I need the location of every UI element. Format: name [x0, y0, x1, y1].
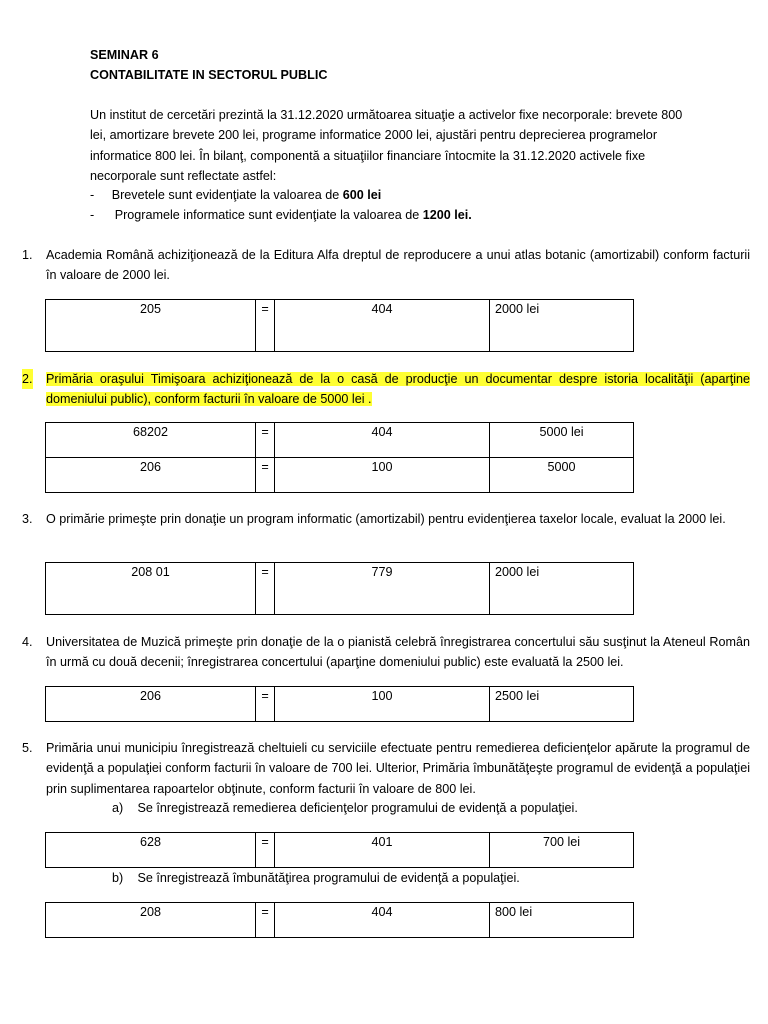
equals-sign: =	[256, 563, 275, 615]
course-subtitle: CONTABILITATE IN SECTORUL PUBLIC	[90, 68, 328, 82]
item-number: 3.	[22, 512, 33, 526]
bullet-dash: -	[90, 188, 95, 202]
intro-bullet	[90, 205, 472, 225]
debit-account: 208 01	[46, 563, 256, 615]
table-row	[46, 300, 634, 352]
equals-sign: =	[256, 687, 275, 722]
table-row	[46, 563, 634, 615]
amount: 2000 lei	[490, 563, 634, 615]
item-text: Primăria unui municipiu înregistrează cheltuieli cu serviciile efectuate pentru remedierea deficienţelor apărute la programul de evidenţă a populaţiei conform facturii în valoare de 700 lei. Ulterior, Primăria îmbunătăţeşte programul de evidenţă a populaţiei prin suplimentarea rapoartelor obţinute, conform facturii în valoare de 800 lei.	[46, 741, 750, 796]
item-number: 1.	[22, 248, 33, 262]
journal-entry-table	[45, 686, 634, 722]
exercise-item-1	[22, 245, 750, 287]
subitem-label: b)	[112, 871, 124, 885]
subitem-text: Se înregistrează remedierea deficienţelor programului de evidenţă a populaţiei.	[137, 801, 578, 815]
equals-sign: =	[256, 903, 275, 938]
debit-account: 206	[46, 458, 256, 493]
debit-account: 628	[46, 833, 256, 868]
credit-account: 779	[275, 563, 490, 615]
amount: 5000 lei	[490, 423, 634, 458]
exercise-item-5	[22, 738, 750, 800]
debit-account: 68202	[46, 423, 256, 458]
debit-account: 206	[46, 687, 256, 722]
journal-entry-table	[45, 422, 634, 493]
table-row	[46, 423, 634, 458]
item-text: Primăria oraşului Timişoara achiziţionează de la o casă de producţie un documentar despre istoria localităţii (aparţine domeniului public), conform facturii în valoare de 5000 lei .	[46, 372, 750, 407]
debit-account: 205	[46, 300, 256, 352]
exercise-item-2	[22, 369, 750, 411]
subitem-b	[112, 868, 520, 888]
exercise-item-4	[22, 632, 750, 674]
intro-paragraph: Un institut de cercetări prezintă la 31.12.2020 următoarea situaţie a activelor fixe necorporale: brevete 800 lei, amortizare brevete 200 lei, programe informatice 2000 lei, ajustări pentru deprecierea programelor informatice 800 lei. În bilanţ, componentă a situaţiilor financiare întocmite la 31.12.2020 activele fixe necorporale sunt reflectate astfel:	[90, 108, 683, 183]
table-row	[46, 833, 634, 868]
subitem-label: a)	[112, 801, 124, 815]
exercise-item-3	[22, 509, 750, 551]
equals-sign: =	[256, 458, 275, 493]
item-number: 4.	[22, 635, 33, 649]
credit-account: 404	[275, 423, 490, 458]
item-text: Academia Română achiziţionează de la Editura Alfa dreptul de reproducere a unui atlas botanic (amortizabil) conform facturii în valoare de 2000 lei.	[46, 248, 750, 283]
equals-sign: =	[256, 423, 275, 458]
journal-entry-table	[45, 902, 634, 938]
table-row	[46, 458, 634, 493]
item-number: 5.	[22, 741, 33, 755]
journal-entry-table	[45, 832, 634, 868]
table-row	[46, 903, 634, 938]
bullet-value: 600 lei	[342, 188, 382, 202]
amount: 700 lei	[490, 833, 634, 868]
journal-entry-table	[45, 562, 634, 615]
table-row	[46, 687, 634, 722]
amount: 800 lei	[490, 903, 634, 938]
item-text: O primărie primeşte prin donaţie un program informatic (amortizabil) pentru evidenţierea taxelor locale, evaluat la 2000 lei.	[46, 512, 726, 526]
subitem-text: Se înregistrează îmbunătăţirea programului de evidenţă a populaţiei.	[137, 871, 520, 885]
item-text: Universitatea de Muzică primeşte prin donaţie de la o pianistă celebră înregistrarea concertului său susţinut la Ateneul Român în urmă cu două decenii; înregistrarea concertului (aparţine domeniului public) este evaluată la 2500 lei.	[46, 635, 750, 670]
amount: 2500 lei	[490, 687, 634, 722]
seminar-title: SEMINAR 6	[90, 48, 159, 62]
intro-bullet	[90, 185, 381, 205]
bullet-text: Brevetele sunt evidenţiate la valoarea de	[111, 188, 343, 202]
bullet-value: 1200 lei.	[422, 208, 472, 222]
equals-sign: =	[256, 833, 275, 868]
credit-account: 100	[275, 458, 490, 493]
subitem-a	[112, 798, 578, 818]
credit-account: 401	[275, 833, 490, 868]
journal-entry-table	[45, 299, 634, 352]
bullet-text: Programele informatice sunt evidenţiate la valoarea de	[114, 208, 423, 222]
credit-account: 404	[275, 300, 490, 352]
bullet-dash: -	[90, 208, 95, 222]
credit-account: 100	[275, 687, 490, 722]
amount: 5000	[490, 458, 634, 493]
amount: 2000 lei	[490, 300, 634, 352]
debit-account: 208	[46, 903, 256, 938]
item-number: 2.	[22, 369, 33, 389]
credit-account: 404	[275, 903, 490, 938]
equals-sign: =	[256, 300, 275, 352]
